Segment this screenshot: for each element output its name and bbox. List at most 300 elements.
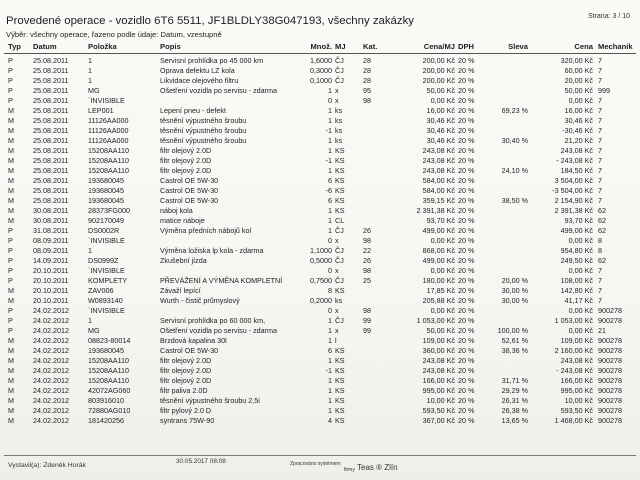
table-row [0, 216, 640, 226]
cell-mechanic: 7 [598, 116, 602, 125]
cell-date: 24.02.2012 [33, 306, 69, 315]
cell-mechanic: 7 [598, 266, 602, 275]
cell-vat: 20 % [458, 76, 475, 85]
cell-quantity: 1 [328, 116, 332, 125]
cell-item: ZAV006 [88, 286, 114, 295]
cell-category: 95 [363, 86, 371, 95]
table-row [0, 316, 640, 326]
table-row [0, 346, 640, 356]
cell-unit: x [335, 86, 339, 95]
cell-unit: KS [335, 156, 345, 165]
cell-discount: 52,61 % [501, 336, 528, 345]
cell-price: 60,00 Kč [564, 66, 593, 75]
cell-unit: ČJ [335, 66, 344, 75]
table-row [0, 256, 640, 266]
cell-date: 20.10.2011 [33, 296, 69, 305]
table-row [0, 86, 640, 96]
cell-date: 14.09.2011 [33, 256, 69, 265]
cell-vat: 20 % [458, 86, 475, 95]
cell-item: 1 [88, 56, 92, 65]
cell-mechanic: 62 [598, 216, 606, 225]
cell-vat: 20 % [458, 206, 475, 215]
cell-price: 108,00 Kč [560, 276, 593, 285]
cell-unit-price: 16,00 Kč [426, 106, 455, 115]
cell-date: 25.08.2011 [33, 96, 69, 105]
cell-quantity: 1 [328, 86, 332, 95]
cell-date: 31.08.2011 [33, 226, 69, 235]
cell-item: 803916010 [88, 396, 124, 405]
cell-unit-price: 93,70 Kč [426, 216, 455, 225]
table-row [0, 376, 640, 386]
cell-vat: 20 % [458, 116, 475, 125]
cell-discount: 100,00 % [497, 326, 528, 335]
cell-description: Výměna ložiska lp kola - zdarma [160, 246, 264, 255]
cell-description: Castrol OE 5W-30 [160, 196, 219, 205]
cell-vat: 20 % [458, 186, 475, 195]
cell-mechanic: 7 [598, 146, 602, 155]
cell-unit-price: 0,00 Kč [430, 266, 455, 275]
cell-vat: 20 % [458, 296, 475, 305]
cell-unit: KS [335, 346, 345, 355]
column-header-vat: DPH [458, 42, 475, 51]
cell-discount: 24,10 % [501, 166, 528, 175]
filter-description: Výběr: všechny operace, řazeno podle údaje: Datum, vzestupně [6, 30, 222, 39]
cell-unit: x [335, 326, 339, 335]
cell-price: 1 468,00 Kč [554, 416, 593, 425]
cell-mechanic: 7 [598, 166, 602, 175]
cell-item: 1 [88, 76, 92, 85]
cell-mechanic: 900278 [598, 376, 622, 385]
cell-price: 0,00 Kč [568, 306, 593, 315]
table-row [0, 146, 640, 156]
cell-item: 15208AA110 [88, 156, 130, 165]
cell-quantity: 0 [328, 306, 332, 315]
cell-quantity: 1,6000 [310, 56, 332, 65]
cell-quantity: 0,7500 [310, 276, 332, 285]
cell-quantity: 1 [328, 136, 332, 145]
cell-unit: ČJ [335, 76, 344, 85]
cell-type: M [8, 356, 14, 365]
cell-date: 25.08.2011 [33, 166, 69, 175]
table-row [0, 246, 640, 256]
cell-price: 142,80 Kč [560, 286, 593, 295]
cell-date: 24.02.2012 [33, 416, 69, 425]
firm-name: Teas ® Zlín [357, 463, 398, 472]
cell-type: P [8, 236, 13, 245]
document-title: Provedené operace - vozidlo 6T6 5511, JF1BLDLY38G047193, všechny zakázky [6, 15, 414, 27]
cell-unit-price: 200,00 Kč [422, 76, 455, 85]
cell-type: M [8, 136, 14, 145]
table-row [0, 66, 640, 76]
cell-unit: KS [335, 396, 345, 405]
cell-mechanic: 62 [598, 206, 606, 215]
cell-price: 109,00 Kč [560, 336, 593, 345]
cell-description: těsnění výpustného šroubu [160, 116, 247, 125]
cell-vat: 20 % [458, 256, 475, 265]
cell-type: M [8, 386, 14, 395]
cell-vat: 20 % [458, 226, 475, 235]
table-row [0, 416, 640, 426]
cell-item: KOMPLETY [88, 276, 128, 285]
cell-item: 181420256 [88, 416, 124, 425]
cell-item: 15208AA110 [88, 376, 130, 385]
cell-quantity: -1 [325, 126, 332, 135]
cell-description: matice náboje [160, 216, 205, 225]
cell-unit-price: 243,08 Kč [422, 366, 455, 375]
cell-type: P [8, 56, 13, 65]
cell-vat: 20 % [458, 246, 475, 255]
column-header-unit: MJ [335, 42, 346, 51]
cell-price: -3 504,00 Kč [552, 186, 593, 195]
cell-unit: ČJ [335, 246, 344, 255]
issued-by: Vystavil(a): Zdeněk Horák [8, 462, 86, 469]
cell-category: 26 [363, 226, 371, 235]
cell-item: 28373FG000 [88, 206, 130, 215]
cell-quantity: 4 [328, 416, 332, 425]
cell-unit: KS [335, 406, 345, 415]
cell-date: 24.02.2012 [33, 366, 69, 375]
cell-price: 10,00 Kč [564, 396, 593, 405]
cell-vat: 20 % [458, 156, 475, 165]
cell-mechanic: 21 [598, 326, 606, 335]
cell-quantity: 6 [328, 176, 332, 185]
cell-type: P [8, 86, 13, 95]
cell-unit-price: 166,00 Kč [422, 376, 455, 385]
cell-item: 1 [88, 316, 92, 325]
cell-mechanic: 900278 [598, 396, 622, 405]
cell-unit-price: 367,00 Kč [422, 416, 455, 425]
cell-unit-price: 243,08 Kč [422, 146, 455, 155]
cell-unit-price: 584,00 Kč [422, 176, 455, 185]
cell-description: PŘEVÁŽENÍ A VÝMĚNA KOMPLETNÍ [160, 276, 283, 285]
cell-type: M [8, 186, 14, 195]
table-header [0, 42, 640, 53]
cell-description: těsnění výpustného šroubu 2,5i [160, 396, 260, 405]
cell-mechanic: 900278 [598, 416, 622, 425]
cell-item: 1 [88, 246, 92, 255]
cell-mechanic: 900278 [598, 336, 622, 345]
cell-unit: KS [335, 376, 345, 385]
cell-unit: ČJ [335, 276, 344, 285]
cell-vat: 20 % [458, 146, 475, 155]
cell-quantity: 1 [328, 216, 332, 225]
cell-unit: x [335, 306, 339, 315]
cell-discount: 30,40 % [501, 136, 528, 145]
cell-description: Ošetření vozidla po servisu - zdarma [160, 86, 278, 95]
cell-description: těsnění výpustného šroubu [160, 136, 247, 145]
cell-type: M [8, 196, 14, 205]
cell-unit-price: 30,46 Kč [426, 126, 455, 135]
cell-category: 99 [363, 326, 371, 335]
cell-quantity: 1 [328, 356, 332, 365]
cell-type: M [8, 166, 14, 175]
cell-vat: 20 % [458, 216, 475, 225]
column-header-price: Cena [574, 42, 593, 51]
cell-unit: KS [335, 146, 345, 155]
cell-item: 42072AG060 [88, 386, 131, 395]
cell-type: M [8, 336, 14, 345]
cell-mechanic: 7 [598, 186, 602, 195]
cell-unit-price: 360,00 Kč [422, 346, 455, 355]
cell-date: 25.08.2011 [33, 136, 69, 145]
table-row [0, 56, 640, 66]
cell-description: Likvidace olejového filtru [160, 76, 239, 85]
cell-quantity: 1 [328, 166, 332, 175]
table-row [0, 236, 640, 246]
cell-item: `INVISIBLE [88, 236, 125, 245]
table-row [0, 276, 640, 286]
cell-quantity: 1 [328, 146, 332, 155]
cell-description: filtr olejový 2.0D [160, 376, 212, 385]
cell-vat: 20 % [458, 166, 475, 175]
cell-date: 08.09.2011 [33, 246, 69, 255]
cell-unit-price: 243,08 Kč [422, 166, 455, 175]
cell-discount: 20,00 % [501, 276, 528, 285]
cell-type: P [8, 66, 13, 75]
cell-description: Lepení pneu - defekt [160, 106, 226, 115]
cell-description: filtr olejový 2.0D [160, 146, 212, 155]
cell-quantity: 1 [328, 406, 332, 415]
cell-quantity: -1 [325, 366, 332, 375]
cell-type: P [8, 246, 13, 255]
cell-item: 11126AA000 [88, 126, 129, 135]
cell-category: 99 [363, 316, 371, 325]
cell-price: 320,00 Kč [560, 56, 593, 65]
cell-mechanic: 7 [598, 106, 602, 115]
cell-item: 1 [88, 66, 92, 75]
cell-mechanic: 7 [598, 276, 602, 285]
table-row [0, 126, 640, 136]
table-row [0, 176, 640, 186]
cell-mechanic: 7 [598, 76, 602, 85]
cell-quantity: 1 [328, 206, 332, 215]
cell-quantity: 1 [328, 376, 332, 385]
cell-vat: 20 % [458, 316, 475, 325]
cell-discount: 38,50 % [501, 196, 528, 205]
cell-item: MG [88, 86, 100, 95]
cell-description: filtr olejový 2.0D [160, 356, 212, 365]
cell-unit: ČJ [335, 56, 344, 65]
cell-quantity: 1 [328, 316, 332, 325]
cell-price: 41,17 Kč [564, 296, 593, 305]
cell-price: 2 391,38 Kč [554, 206, 593, 215]
cell-item: 193680045 [88, 346, 124, 355]
table-row [0, 116, 640, 126]
cell-type: M [8, 116, 14, 125]
cell-quantity: 0,3000 [310, 66, 332, 75]
cell-vat: 20 % [458, 106, 475, 115]
cell-type: M [8, 366, 14, 375]
cell-price: 249,50 Kč [560, 256, 593, 265]
table-row [0, 386, 640, 396]
cell-type: P [8, 306, 13, 315]
cell-unit: ČJ [335, 226, 344, 235]
cell-category: 26 [363, 256, 371, 265]
cell-category: 98 [363, 306, 371, 315]
table-row [0, 336, 640, 346]
column-header-category: Kat. [363, 42, 378, 51]
cell-description: Ošetření vozidla po servisu - zdarma [160, 326, 278, 335]
cell-item: 11126AA000 [88, 116, 129, 125]
column-header-item: Položka [88, 42, 117, 51]
cell-unit: l [335, 336, 337, 345]
cell-date: 25.08.2011 [33, 106, 69, 115]
cell-discount: 29,29 % [501, 386, 528, 395]
cell-unit: ČJ [335, 256, 344, 265]
cell-description: Wurth - čistič průmyslový [160, 296, 240, 305]
cell-date: 08.09.2011 [33, 236, 69, 245]
header-divider [4, 53, 636, 54]
cell-price: 2 160,00 Kč [554, 346, 593, 355]
cell-unit-price: 0,00 Kč [430, 236, 455, 245]
cell-unit-price: 593,50 Kč [422, 406, 455, 415]
cell-price: - 243,08 Kč [556, 156, 593, 165]
cell-item: 15208AA110 [88, 146, 130, 155]
cell-item: MG [88, 326, 100, 335]
cell-mechanic: 7 [598, 156, 602, 165]
table-row [0, 196, 640, 206]
cell-price: 954,80 Kč [560, 246, 593, 255]
cell-discount: 30,00 % [501, 296, 528, 305]
cell-unit-price: 499,00 Kč [422, 226, 455, 235]
cell-description: Castrol OE 5W-30 [160, 176, 219, 185]
cell-discount: 26,38 % [501, 406, 528, 415]
table-row [0, 226, 640, 236]
cell-date: 20.10.2011 [33, 286, 69, 295]
cell-discount: 30,00 % [501, 286, 528, 295]
cell-vat: 20 % [458, 386, 475, 395]
cell-price: 0,00 Kč [568, 326, 593, 335]
cell-mechanic: 7 [598, 196, 602, 205]
cell-price: 0,00 Kč [568, 266, 593, 275]
cell-price: -30,46 Kč [562, 126, 593, 135]
cell-price: 2 154,90 Kč [554, 196, 593, 205]
table-row [0, 166, 640, 176]
cell-mechanic: 62 [598, 256, 606, 265]
cell-date: 25.08.2011 [33, 176, 69, 185]
cell-type: M [8, 216, 14, 225]
cell-price: 243,08 Kč [560, 356, 593, 365]
cell-mechanic: 7 [598, 66, 602, 75]
cell-unit: ks [335, 136, 343, 145]
cell-vat: 20 % [458, 326, 475, 335]
cell-date: 24.02.2012 [33, 406, 69, 415]
cell-vat: 20 % [458, 66, 475, 75]
cell-unit: x [335, 96, 339, 105]
cell-date: 24.02.2012 [33, 376, 69, 385]
cell-item: W0893140 [88, 296, 123, 305]
cell-quantity: 6 [328, 196, 332, 205]
cell-mechanic: 900278 [598, 386, 622, 395]
cell-quantity: -1 [325, 156, 332, 165]
cell-date: 24.02.2012 [33, 316, 69, 325]
cell-item: `INVISIBLE [88, 266, 125, 275]
cell-item: 15208AA110 [88, 166, 130, 175]
cell-vat: 20 % [458, 336, 475, 345]
cell-unit: KS [335, 166, 345, 175]
cell-vat: 20 % [458, 286, 475, 295]
cell-description: Castrol OE 5W-30 [160, 186, 219, 195]
cell-item: 193680045 [88, 186, 124, 195]
cell-category: 28 [363, 66, 371, 75]
footer-divider [4, 455, 636, 456]
cell-date: 24.02.2012 [33, 336, 69, 345]
cell-price: 30,46 Kč [564, 116, 593, 125]
cell-unit: ks [335, 106, 343, 115]
cell-unit: KS [335, 386, 345, 395]
cell-type: M [8, 106, 14, 115]
cell-mechanic: 900278 [598, 406, 622, 415]
table-row [0, 286, 640, 296]
cell-date: 20.10.2011 [33, 266, 69, 275]
cell-description: Oprava defektu LZ kola [160, 66, 235, 75]
firm-label: firmy [344, 467, 355, 473]
cell-unit: KS [335, 196, 345, 205]
cell-vat: 20 % [458, 276, 475, 285]
table-row [0, 206, 640, 216]
cell-mechanic: 7 [598, 176, 602, 185]
cell-unit-price: 200,00 Kč [422, 66, 455, 75]
column-header-unit-price: Cena/MJ [423, 42, 455, 51]
cell-vat: 20 % [458, 376, 475, 385]
cell-vat: 20 % [458, 126, 475, 135]
cell-date: 24.02.2012 [33, 346, 69, 355]
cell-description: Servisní prohlídka po 60 000 km, [160, 316, 266, 325]
cell-description: filtr pylový 2.0 D [160, 406, 212, 415]
cell-type: M [8, 346, 14, 355]
cell-vat: 20 % [458, 266, 475, 275]
column-header-date: Datum [33, 42, 57, 51]
cell-type: P [8, 266, 13, 275]
cell-quantity: 1 [328, 326, 332, 335]
cell-description: těsnění výpustného šroubu [160, 126, 247, 135]
cell-mechanic: 7 [598, 136, 602, 145]
cell-date: 25.08.2011 [33, 186, 69, 195]
table-row [0, 396, 640, 406]
cell-type: M [8, 146, 14, 155]
cell-item: DS0999Z [88, 256, 119, 265]
table-row [0, 76, 640, 86]
cell-type: M [8, 406, 14, 415]
column-header-type: Typ [8, 42, 21, 51]
cell-date: 25.08.2011 [33, 156, 69, 165]
cell-price: - 243,08 Kč [556, 366, 593, 375]
cell-item: 72880AG010 [88, 406, 131, 415]
cell-type: P [8, 316, 13, 325]
cell-quantity: 6 [328, 346, 332, 355]
cell-description: filtr olejový 2.0D [160, 166, 212, 175]
cell-unit: ks [335, 126, 343, 135]
cell-mechanic: 8 [598, 246, 602, 255]
cell-price: 21,20 Kč [564, 136, 593, 145]
cell-unit: ks [335, 116, 343, 125]
cell-quantity: 1 [328, 226, 332, 235]
cell-vat: 20 % [458, 136, 475, 145]
cell-price: 995,00 Kč [560, 386, 593, 395]
column-header-quantity: Množ. [310, 42, 332, 51]
table-row [0, 186, 640, 196]
cell-price: 16,00 Kč [564, 106, 593, 115]
cell-price: 0,00 Kč [568, 96, 593, 105]
cell-date: 25.08.2011 [33, 76, 69, 85]
table-row [0, 406, 640, 416]
column-header-description: Popis [160, 42, 181, 51]
cell-mechanic: 900278 [598, 356, 622, 365]
cell-date: 20.10.2011 [33, 276, 69, 285]
cell-type: M [8, 396, 14, 405]
cell-date: 25.08.2011 [33, 86, 69, 95]
cell-item: 08823-80014 [88, 336, 131, 345]
